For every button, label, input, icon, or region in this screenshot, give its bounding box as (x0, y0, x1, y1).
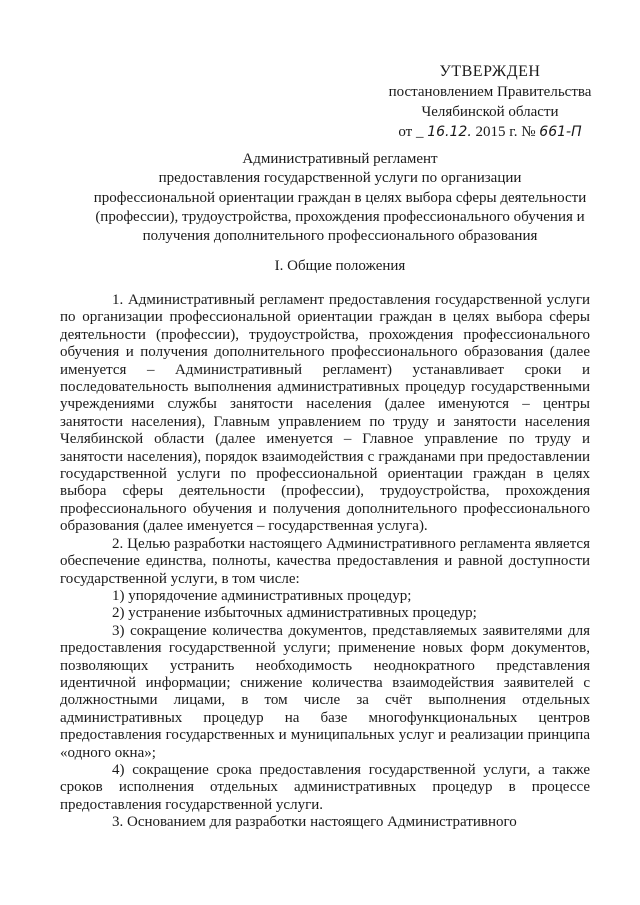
handwritten-date: 16.12. (427, 124, 472, 140)
approval-line-1: постановлением Правительства (388, 84, 592, 100)
paragraph-2: 2. Целью разработки настоящего Административного регламента является обеспечение единства, полноты, качества предоставления и равной доступности государственной услуги, в том числе: (60, 535, 590, 587)
title-line-2: предоставления государственной услуги по организации (158, 170, 522, 187)
handwritten-number: 661-П (539, 124, 582, 140)
title-line-3: профессиональной ориентации граждан в целях выбора сферы деятельности (93, 189, 587, 206)
list-item-2: 2) устранение избыточных административных процедур; (112, 605, 477, 622)
list-item-3: 3) сокращение количества документов, представляемых заявителями для предоставления государственной услуги; применение новых форм документов, позволяющих устранить необходимость неоднократного представления идентичной информации; снижение количества взаимодействия заявителей с должностными лицами, в том числе за счёт выполнения отдельных административных процедур на базе многофункциональных центров предоставления государственных и муниципальных услуг и реализации принципа «одного окна»; (60, 622, 590, 761)
approval-date-line: от _ 16.12. 2015 г. № 661-П (398, 124, 582, 140)
title-line-5: получения дополнительного профессионального образования (142, 228, 538, 245)
paragraph-3: 3. Основанием для разработки настоящего Административного (112, 814, 517, 831)
approval-line-2: Челябинской области (421, 104, 559, 120)
document-title (60, 150, 620, 246)
list-item-1: 1) упорядочение административных процедур; (112, 587, 412, 604)
title-line-4: (профессии), трудоустройства, прохождения профессионального обучения и (95, 208, 585, 225)
year-text: 2015 г. № (475, 124, 536, 140)
date-prefix: от (398, 124, 413, 140)
approval-heading: УТВЕРЖДЕН (439, 63, 541, 80)
paragraph-1: 1. Административный регламент предоставления государственной услуги по организации профессиональной ориентации граждан в целях выбора сферы деятельности (профессии), трудоустройства, прохождения профессионального обучения и получения дополнительного профессионального образования (далее именуется – Административный регламент) устанавливает сроки и последовательность выполнения административных процедур государственными учреждениями службы занятости населения (далее именуются – центры занятости населения), Главным управлением по труду и занятости населения Челябинской области (далее именуется – Главное управление по труду и занятости населения), порядок взаимодействия с гражданами при предоставлении государственной услуги по профессиональной ориентации граждан в целях выбора сферы деятельности (профессии), трудоустройства, прохождения профессионального обучения и получения дополнительного профессионального образования (далее именуется – государственная услуга). (60, 292, 590, 535)
document-body (60, 292, 590, 832)
approval-stamp (380, 62, 600, 142)
section-heading: I. Общие положения (274, 258, 406, 274)
title-line-1: Административный регламент (242, 151, 438, 167)
list-item-4: 4) сокращение срока предоставления государственной услуги, а также сроков исполнения отдельных административных процедур в процессе предоставления государственной услуги. (60, 761, 590, 813)
